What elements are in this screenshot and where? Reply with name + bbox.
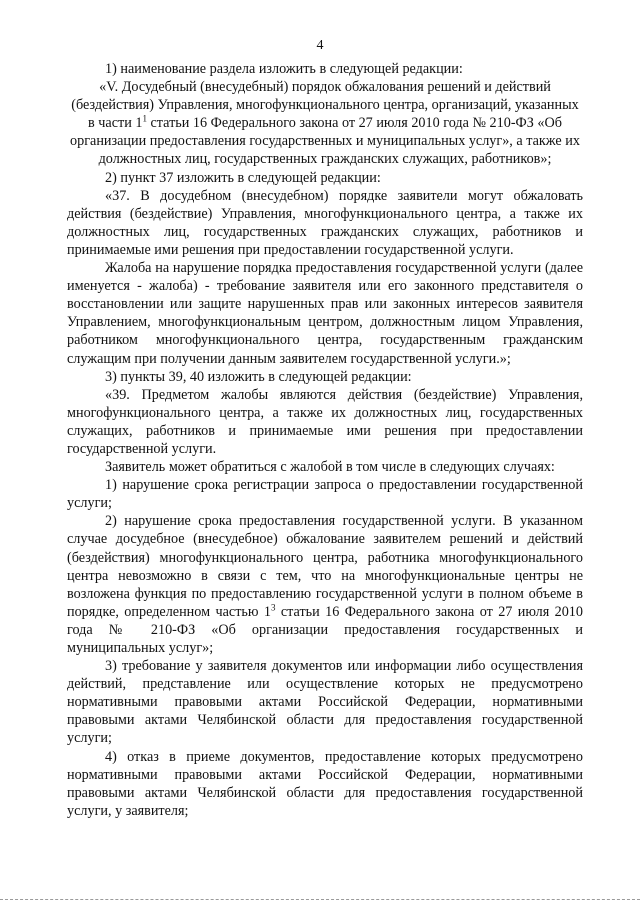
paragraph-1: 1) наименование раздела изложить в следующей редакции: — [105, 61, 463, 77]
document-body — [67, 60, 583, 820]
paragraph-2: 2) пункт 37 изложить в следующей редакции: — [105, 169, 381, 186]
superscript: 3 — [270, 602, 276, 613]
list-item-4: 4) отказ в приеме документов, предоставление которых предусмотрено нормативными правовыми актами Российской Федерации, нормативными правовыми актами Челябинской области для предоставления государственной услуги, у заявителя; — [67, 748, 583, 819]
paragraph-3: 3) пункты 39, 40 изложить в следующей редакции: — [105, 368, 412, 385]
list-item-3: 3) требование у заявителя документов или информации либо осуществления действий, представление или осуществление которых не предусмотрено нормативными правовыми актами Российской Федерации, нормативными правовыми актами Челябинской области для предоставления государственной услуги; — [67, 658, 583, 747]
section-title-quote: «V. Досудебный (внесудебный) порядок обжалования решений и действий (бездействия) Управления, многофункционального центра, организаций, указанных в части $1^1$ статьи 16 Федерального закона от 27 июля 2010 года № 210-ФЗ «Об организации предоставления государственных и муниципальных услуг», а также их должностных лиц, государственных гражданских служащих, работников»; — [70, 79, 580, 168]
paragraph-39: «39. Предметом жалобы являются действия (бездействие) Управления, многофункционального центра, а также их должностных лиц, государственных служащих, работников и принимаемые ими решения при предоставлении государственной услуги. — [67, 386, 583, 457]
page-bottom-divider — [0, 899, 640, 900]
paragraph-cases-intro: Заявитель может обратиться с жалобой в том числе в следующих случаях: — [105, 459, 555, 476]
list-item-1: 1) нарушение срока регистрации запроса о предоставлении государственной услуги; — [67, 477, 583, 512]
list-item-2: 2) нарушение срока предоставления государственной услуги. В указанном случае досудебное (внесудебное) обжалование заявителем решений и действий (бездействия) многофункционального центра, работника многофункционального центра невозможно в связи с тем, что на многофункциональные центры не возложена функция по предоставлению государственной услуги в полном объеме в порядке, определенном частью $1^3$ статьи 16 Федерального закона от 27 июля 2010 года № 210-ФЗ «Об организации предоставления государственных и муниципальных услуг»; — [67, 513, 583, 656]
paragraph-complaint-definition: Жалоба на нарушение порядка предоставления государственной услуги (далее именуется - жалоба) - требование заявителя или его законного представителя о восстановлении или защите нарушенных прав или законных интересов заявителя Управлением, многофункциональным центром, должностным лицом Управления, работником многофункционального центра, государственным гражданским служащим при получении данным заявителем государственной услуги.»; — [67, 260, 583, 367]
page-number: 4 — [316, 38, 324, 53]
superscript: 1 — [142, 113, 147, 124]
paragraph-37: «37. В досудебном (внесудебном) порядке заявители могут обжаловать действия (бездействие) Управления, многофункционального центра, а также их должностных лиц, государственных гражданских служащих, работников и принимаемые ими решения при предоставлении государственной услуги. — [67, 187, 583, 258]
